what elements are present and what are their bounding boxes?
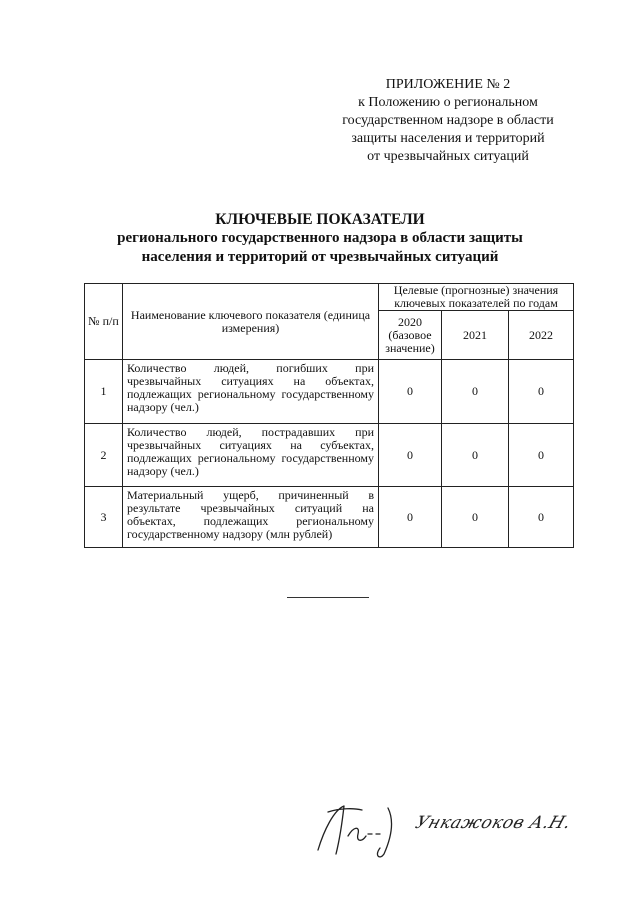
row-value-2021: 0 bbox=[442, 487, 509, 548]
title-heading: КЛЮЧЕВЫЕ ПОКАЗАТЕЛИ bbox=[215, 211, 425, 228]
document-title bbox=[60, 210, 580, 267]
appendix-reference-line: от чрезвычайных ситуаций bbox=[367, 149, 529, 164]
table-row bbox=[85, 487, 574, 548]
row-num: 3 bbox=[85, 487, 123, 548]
row-value-2020: 0 bbox=[379, 424, 442, 487]
row-num: 2 bbox=[85, 424, 123, 487]
row-value-2021: 0 bbox=[442, 424, 509, 487]
header-target-values: Целевые (прогнозные) значения ключевых показателей по годам bbox=[379, 284, 574, 311]
title-subheading: регионального государственного надзора в области защиты bbox=[117, 230, 523, 246]
table-row bbox=[85, 360, 574, 424]
row-num: 1 bbox=[85, 360, 123, 424]
closing-rule bbox=[287, 597, 369, 598]
appendix-reference-line: к Положению о региональном bbox=[358, 95, 538, 110]
appendix-reference-line: государственном надзоре в области bbox=[342, 113, 554, 128]
table-header-row bbox=[85, 284, 574, 311]
header-year-2021: 2021 bbox=[442, 311, 509, 360]
signature-name: Ункажоков А.Н. bbox=[412, 813, 574, 833]
row-value-2021: 0 bbox=[442, 360, 509, 424]
appendix-reference-line: защиты населения и территорий bbox=[351, 131, 545, 146]
title-subheading: населения и территорий от чрезвычайных ситуаций bbox=[141, 249, 499, 265]
row-value-2020: 0 bbox=[379, 487, 442, 548]
row-value-2022: 0 bbox=[509, 424, 574, 487]
table-row bbox=[85, 424, 574, 487]
header-num: № п/п bbox=[85, 284, 123, 360]
header-indicator-name: Наименование ключевого показателя (единица измерения) bbox=[123, 284, 379, 360]
header-year-2022: 2022 bbox=[509, 311, 574, 360]
row-indicator-name: Материальный ущерб, причиненный в результате чрезвычайных ситуаций на объектах, подлежащих региональному государственному надзору (млн рублей) bbox=[123, 487, 379, 548]
row-value-2020: 0 bbox=[379, 360, 442, 424]
row-indicator-name: Количество людей, пострадавших при чрезвычайных ситуациях на субъектах, подлежащих региональному государственному надзору (чел.) bbox=[123, 424, 379, 487]
appendix-header bbox=[330, 76, 566, 166]
header-year-2020: 2020 (базовое значение) bbox=[379, 311, 442, 360]
row-value-2022: 0 bbox=[509, 360, 574, 424]
row-indicator-name: Количество людей, погибших при чрезвычайных ситуациях на объектах, подлежащих региональному государственному надзору (чел.) bbox=[123, 360, 379, 424]
appendix-number: ПРИЛОЖЕНИЕ № 2 bbox=[385, 77, 511, 92]
row-value-2022: 0 bbox=[509, 487, 574, 548]
key-indicators-table bbox=[84, 283, 574, 548]
